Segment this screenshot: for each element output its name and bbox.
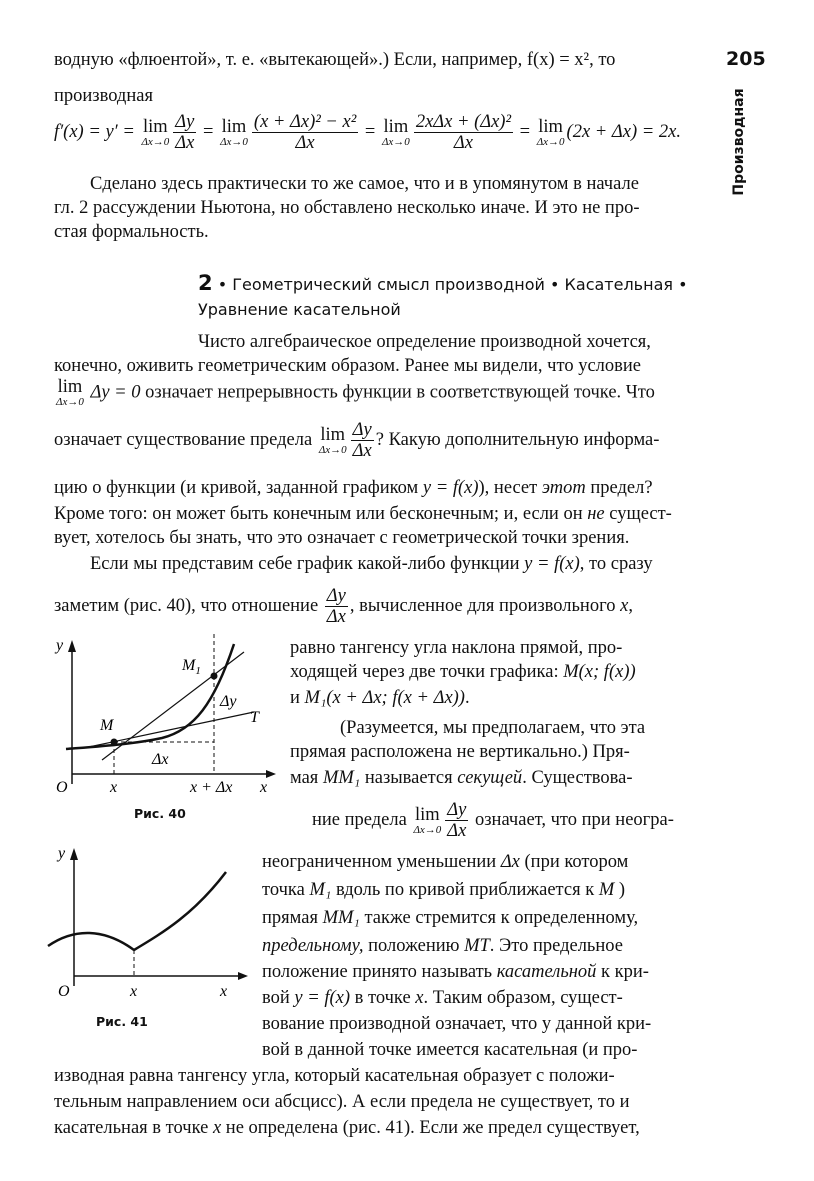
formula-frac-1: $\frac{\Delta y}{\Delta x}$: [175, 112, 195, 153]
label-O: O: [56, 779, 68, 796]
body-line-1: Чисто алгебраическое определение производной хочется,: [198, 332, 651, 352]
text-span: ние предела: [312, 809, 407, 830]
body-line-r3: [290, 686, 470, 710]
limit-expr: lim Δx→0: [318, 424, 347, 456]
emph-span: предельному,: [262, 936, 364, 956]
label-x: x: [130, 983, 138, 1000]
text-span: неограниченном уменьшении: [262, 852, 497, 872]
body-line-r15: вой в данной точке имеется касательная (и про-: [262, 1040, 638, 1060]
math-span: M: [598, 880, 615, 900]
text-span: и: [290, 688, 300, 708]
math-span: M₁(x + Δx; f(x + Δx)): [304, 688, 465, 708]
side-tab-label: Производная: [731, 88, 747, 196]
math-span: MM₁: [322, 908, 360, 928]
formula-frac-3: $\frac{\text{2xΔx + (Δx)²}}{\Delta x}$: [415, 112, 512, 153]
x-axis-arrow: [238, 972, 248, 980]
text-span: означает, что при неогра-: [475, 809, 674, 830]
paragraph-1-line-3: стая формальность.: [54, 222, 209, 242]
eq-sign: =: [519, 121, 531, 142]
text-span: называется: [364, 768, 453, 788]
body-line-r5: прямая расположена не вертикально.) Пря-: [290, 742, 630, 762]
body-line-r12: [262, 960, 649, 984]
section-title-1: • Геометрический смысл производной • Касательная •: [217, 275, 688, 294]
text-span: . Таким образом, сущест-: [423, 988, 623, 1008]
text-span: предел?: [590, 478, 653, 498]
delta-y-zero: Δy = 0: [90, 382, 141, 403]
label-M: M: [100, 717, 114, 734]
emph-span: секущей: [457, 768, 523, 788]
caption-fig-41: Рис. 41: [96, 1014, 148, 1029]
text-span: .: [464, 688, 470, 708]
formula-frac-2: $\frac{\text{(x + Δx)² − x²}}{\Delta x}$: [253, 112, 357, 153]
body-line-r13: [262, 986, 623, 1010]
text-span: касательная в точке: [54, 1118, 209, 1138]
text-span: означает существование предела: [54, 429, 313, 450]
body-line-f2: тельным направлением оси абсцисс). А если предела не существует, то и: [54, 1092, 630, 1112]
body-line-r11: [262, 934, 623, 958]
y-axis-arrow: [68, 640, 76, 652]
formula-limit-2: lim Δx→0: [220, 116, 248, 148]
y-axis-arrow: [70, 848, 78, 860]
text-span: ? Какую дополнительную информа-: [375, 429, 660, 450]
label-dx: Δx: [152, 751, 169, 768]
text-span: ), несет: [478, 478, 538, 498]
text-span: Если мы представим себе график какой-либо функции: [90, 554, 520, 574]
text-span: к кри-: [601, 962, 649, 982]
body-line-r10: [262, 906, 638, 930]
label-M1: $M_1$: [182, 657, 201, 677]
body-line-r4: (Разумеется, мы предполагаем, что эта: [340, 718, 646, 738]
section-heading: [198, 272, 688, 296]
math-span: y = f(x): [524, 554, 580, 574]
body-line-8: [90, 552, 653, 576]
body-line-r7: [312, 800, 674, 848]
curve: [66, 644, 234, 749]
body-line-r6: [290, 766, 633, 790]
body-line-7: вует, хотелось бы знать, что это означает с геометрической точки зрения.: [54, 528, 630, 548]
math-span: MT: [464, 936, 490, 956]
body-line-f3: [54, 1116, 640, 1140]
formula-limit-4: lim Δx→0: [536, 116, 565, 148]
math-span: y = f(x): [294, 988, 351, 1008]
body-line-r9: [262, 878, 625, 902]
label-x-dx: x + Δx: [190, 779, 233, 796]
text-line-1: водную «флюентой», т. е. «вытекающей».) Если, например, f(x) = x², то: [54, 50, 616, 70]
formula-limit-3: lim Δx→0: [381, 116, 410, 148]
section-number: 2: [198, 271, 213, 295]
body-line-9: [54, 586, 633, 634]
formula-lhs: f′(x) = y′ =: [54, 121, 135, 142]
label-x: x: [110, 779, 118, 796]
figure-40: [44, 634, 284, 804]
emph-span: не: [587, 504, 605, 524]
section-title-2: Уравнение касательной: [198, 300, 401, 319]
text-span: означает непрерывность функции в соответствующей точке. Что: [145, 382, 655, 403]
point-M1: [211, 673, 218, 680]
text-span: цию о функции (и кривой, заданной графиком: [54, 478, 419, 498]
body-line-3: [54, 378, 655, 416]
body-line-r2: [290, 660, 636, 684]
text-span: положение принято называть: [262, 962, 493, 982]
math-span: x: [212, 1118, 222, 1138]
text-span: также стремится к определенному,: [364, 908, 639, 928]
eq-sign: =: [203, 121, 214, 142]
math-span: x: [415, 988, 424, 1008]
formula-result: (2x + Δx) = 2x.: [566, 121, 681, 142]
label-T: T: [250, 709, 259, 726]
body-line-6: [54, 502, 672, 526]
text-span: вдоль по кривой приближается к: [335, 880, 595, 900]
paragraph-1-line-2: гл. 2 рассуждении Ньютона, но обставлено несколько иначе. И это не про-: [54, 198, 640, 218]
label-dy: Δy: [220, 693, 237, 710]
text-span: прямая: [262, 908, 318, 928]
label-y: y: [58, 845, 66, 862]
point-M: [111, 739, 118, 746]
side-tab: [728, 90, 752, 200]
text-span: сущест-: [609, 504, 672, 524]
body-line-r8: [262, 850, 628, 874]
x-axis-arrow: [266, 770, 276, 778]
fraction: $\frac{\Delta y}{\Delta x}$: [447, 800, 467, 841]
text-span: заметим (рис. 40), что отношение: [54, 595, 319, 616]
text-span: . Это предельное: [489, 936, 623, 956]
text-span: мая: [290, 768, 319, 788]
label-x-axis: x: [220, 983, 228, 1000]
label-x-axis: x: [260, 779, 268, 796]
math-span: M₁: [309, 880, 332, 900]
text-span: , то сразу: [579, 554, 653, 574]
text-span: (при котором: [524, 852, 629, 872]
text-span: . Существова-: [522, 768, 633, 788]
emph-span: этот: [541, 478, 586, 498]
text-span: ,: [628, 595, 633, 616]
text-span: вой: [262, 988, 290, 1008]
page-number: 205: [726, 48, 766, 70]
text-line-2: производная: [54, 86, 153, 106]
math-span: MM₁: [322, 768, 361, 788]
text-span: Кроме того: он может быть конечным или бесконечным; и, если он: [54, 504, 583, 524]
body-line-r1: равно тангенсу угла наклона прямой, про-: [290, 638, 623, 658]
text-span: положению: [368, 936, 460, 956]
fraction: $\frac{\Delta y}{\Delta x}$: [352, 420, 372, 461]
math-span: Δx: [500, 852, 520, 872]
body-line-2: конечно, оживить геометрическим образом. Ранее мы видели, что условие: [54, 356, 641, 376]
figure-41: [44, 844, 254, 1004]
text-span: ): [618, 880, 626, 900]
limit-expr: lim Δx→0: [56, 377, 84, 408]
label-O: O: [58, 983, 70, 1000]
text-span: ходящей через две точки графика:: [290, 662, 559, 682]
body-line-4: [54, 420, 659, 468]
derivative-formula: [54, 112, 681, 164]
curve-left: [48, 933, 134, 950]
emph-span: касательной: [496, 962, 597, 982]
text-span: в точке: [354, 988, 411, 1008]
fraction: $\frac{\Delta y}{\Delta x}$: [326, 586, 346, 627]
label-y: y: [56, 637, 64, 654]
formula-limit-1: lim Δx→0: [141, 116, 170, 148]
math-span: x: [620, 595, 629, 616]
body-line-5: [54, 476, 653, 500]
body-line-r14: вование производной означает, что у данной кри-: [262, 1014, 652, 1034]
text-span: , вычисленное для произвольного: [349, 595, 616, 616]
body-line-f1: изводная равна тангенсу угла, который касательная образует с положи-: [54, 1066, 615, 1086]
text-span: точка: [262, 880, 305, 900]
math-span: y = f(x): [422, 478, 479, 498]
paragraph-1-line-1: Сделано здесь практически то же самое, что и в упомянутом в начале: [90, 174, 639, 194]
limit-expr: lim Δx→0: [413, 804, 442, 836]
curve-right: [134, 872, 226, 950]
caption-fig-40: Рис. 40: [134, 806, 186, 821]
text-span: не определена (рис. 41). Если же предел существует,: [225, 1118, 640, 1138]
eq-sign: =: [364, 121, 376, 142]
math-span: M(x; f(x)): [563, 662, 636, 682]
